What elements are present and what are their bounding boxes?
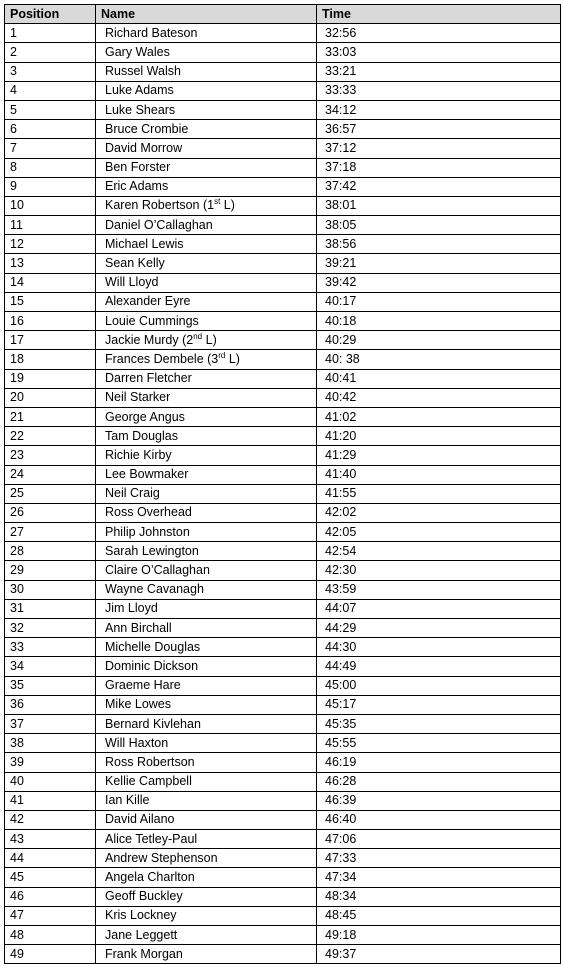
position-cell: 43 bbox=[5, 830, 96, 849]
name-cell bbox=[96, 906, 317, 925]
table-row bbox=[5, 561, 561, 580]
ladies-place-suffix: L) bbox=[202, 332, 217, 347]
name-cell bbox=[96, 791, 317, 810]
time-cell: 33:21 bbox=[317, 62, 561, 81]
runner-name: Claire O’Callaghan bbox=[105, 563, 210, 578]
runner-name: Dominic Dickson bbox=[105, 658, 199, 673]
runner-name: Andrew Stephenson bbox=[105, 850, 218, 865]
name-cell bbox=[96, 407, 317, 426]
table-body bbox=[5, 24, 561, 964]
position-cell: 35 bbox=[5, 676, 96, 695]
position-cell: 44 bbox=[5, 849, 96, 868]
name-cell bbox=[96, 676, 317, 695]
time-cell: 43:59 bbox=[317, 580, 561, 599]
time-cell: 46:39 bbox=[317, 791, 561, 810]
column-header-position: Position bbox=[5, 5, 96, 24]
runner-name: Graeme Hare bbox=[105, 678, 181, 693]
table-row bbox=[5, 465, 561, 484]
time-cell: 38:05 bbox=[317, 216, 561, 235]
table-row bbox=[5, 216, 561, 235]
results-table bbox=[4, 4, 561, 964]
time-cell: 48:45 bbox=[317, 906, 561, 925]
name-cell bbox=[96, 254, 317, 273]
header-row bbox=[5, 5, 561, 24]
table-row bbox=[5, 388, 561, 407]
name-cell bbox=[96, 139, 317, 158]
table-row bbox=[5, 714, 561, 733]
ladies-place-suffix: L) bbox=[225, 351, 240, 366]
position-cell: 40 bbox=[5, 772, 96, 791]
position-cell: 8 bbox=[5, 158, 96, 177]
name-cell bbox=[96, 24, 317, 43]
position-cell: 24 bbox=[5, 465, 96, 484]
time-cell: 44:30 bbox=[317, 638, 561, 657]
name-cell bbox=[96, 695, 317, 714]
position-cell: 39 bbox=[5, 753, 96, 772]
table-row bbox=[5, 849, 561, 868]
name-cell bbox=[96, 542, 317, 561]
name-cell bbox=[96, 503, 317, 522]
table-row bbox=[5, 446, 561, 465]
runner-name: Richard Bateson bbox=[105, 25, 198, 40]
table-row bbox=[5, 407, 561, 426]
position-cell: 42 bbox=[5, 810, 96, 829]
name-cell bbox=[96, 292, 317, 311]
name-cell bbox=[96, 599, 317, 618]
runner-name: Frances Dembele (3 bbox=[105, 351, 219, 366]
name-cell bbox=[96, 235, 317, 254]
position-cell: 16 bbox=[5, 312, 96, 331]
time-cell: 40:17 bbox=[317, 292, 561, 311]
name-cell bbox=[96, 312, 317, 331]
runner-name: Geoff Buckley bbox=[105, 889, 183, 904]
table-row bbox=[5, 906, 561, 925]
name-cell bbox=[96, 120, 317, 139]
table-row bbox=[5, 369, 561, 388]
table-row bbox=[5, 868, 561, 887]
ordinal-suffix: st bbox=[214, 197, 221, 207]
name-cell bbox=[96, 158, 317, 177]
position-cell: 46 bbox=[5, 887, 96, 906]
time-cell: 44:29 bbox=[317, 619, 561, 638]
position-cell: 30 bbox=[5, 580, 96, 599]
runner-name: Ben Forster bbox=[105, 160, 171, 175]
position-cell: 36 bbox=[5, 695, 96, 714]
runner-name: Michelle Douglas bbox=[105, 639, 201, 654]
table-row bbox=[5, 100, 561, 119]
name-cell bbox=[96, 734, 317, 753]
position-cell: 34 bbox=[5, 657, 96, 676]
position-cell: 32 bbox=[5, 619, 96, 638]
time-cell: 42:05 bbox=[317, 523, 561, 542]
ladies-place-suffix: L) bbox=[220, 198, 235, 213]
time-cell: 41:29 bbox=[317, 446, 561, 465]
name-cell bbox=[96, 216, 317, 235]
runner-name: Eric Adams bbox=[105, 179, 169, 194]
table-row bbox=[5, 657, 561, 676]
name-cell bbox=[96, 523, 317, 542]
table-row bbox=[5, 887, 561, 906]
time-cell: 45:35 bbox=[317, 714, 561, 733]
runner-name: Luke Shears bbox=[105, 102, 176, 117]
time-cell: 41:40 bbox=[317, 465, 561, 484]
name-cell bbox=[96, 561, 317, 580]
table-row bbox=[5, 772, 561, 791]
table-row bbox=[5, 580, 561, 599]
time-cell: 38:01 bbox=[317, 196, 561, 215]
table-row bbox=[5, 120, 561, 139]
position-cell: 9 bbox=[5, 177, 96, 196]
time-cell: 40: 38 bbox=[317, 350, 561, 369]
runner-name: Louie Cummings bbox=[105, 313, 199, 328]
time-cell: 40:18 bbox=[317, 312, 561, 331]
name-cell bbox=[96, 714, 317, 733]
position-cell: 20 bbox=[5, 388, 96, 407]
runner-name: Luke Adams bbox=[105, 83, 174, 98]
ordinal-suffix: nd bbox=[193, 331, 203, 341]
position-cell: 1 bbox=[5, 24, 96, 43]
position-cell: 41 bbox=[5, 791, 96, 810]
runner-name: David Ailano bbox=[105, 812, 175, 827]
name-cell bbox=[96, 945, 317, 964]
position-cell: 48 bbox=[5, 926, 96, 945]
position-cell: 26 bbox=[5, 503, 96, 522]
runner-name: Kris Lockney bbox=[105, 908, 177, 923]
time-cell: 46:40 bbox=[317, 810, 561, 829]
column-header-name: Name bbox=[96, 5, 317, 24]
time-cell: 46:19 bbox=[317, 753, 561, 772]
position-cell: 47 bbox=[5, 906, 96, 925]
name-cell bbox=[96, 772, 317, 791]
position-cell: 3 bbox=[5, 62, 96, 81]
runner-name: Sarah Lewington bbox=[105, 543, 199, 558]
column-header-time: Time bbox=[317, 5, 561, 24]
time-cell: 41:55 bbox=[317, 484, 561, 503]
table-row bbox=[5, 638, 561, 657]
position-cell: 28 bbox=[5, 542, 96, 561]
time-cell: 37:18 bbox=[317, 158, 561, 177]
runner-name: Will Haxton bbox=[105, 735, 169, 750]
position-cell: 22 bbox=[5, 427, 96, 446]
runner-name: Will Lloyd bbox=[105, 275, 159, 290]
name-cell bbox=[96, 926, 317, 945]
name-cell bbox=[96, 580, 317, 599]
position-cell: 37 bbox=[5, 714, 96, 733]
name-cell bbox=[96, 81, 317, 100]
table-row bbox=[5, 926, 561, 945]
table-row bbox=[5, 177, 561, 196]
runner-name: Alexander Eyre bbox=[105, 294, 191, 309]
time-cell: 45:00 bbox=[317, 676, 561, 695]
time-cell: 40:29 bbox=[317, 331, 561, 350]
name-cell bbox=[96, 369, 317, 388]
table-row bbox=[5, 331, 561, 350]
table-row bbox=[5, 945, 561, 964]
ordinal-suffix: rd bbox=[218, 350, 226, 360]
runner-name: Neil Craig bbox=[105, 486, 160, 501]
position-cell: 21 bbox=[5, 407, 96, 426]
time-cell: 45:17 bbox=[317, 695, 561, 714]
runner-name: Tam Douglas bbox=[105, 428, 178, 443]
table-header bbox=[5, 5, 561, 24]
position-cell: 2 bbox=[5, 43, 96, 62]
position-cell: 14 bbox=[5, 273, 96, 292]
runner-name: Bruce Crombie bbox=[105, 121, 189, 136]
runner-name: Alice Tetley-Paul bbox=[105, 831, 198, 846]
runner-name: George Angus bbox=[105, 409, 185, 424]
time-cell: 41:20 bbox=[317, 427, 561, 446]
name-cell bbox=[96, 331, 317, 350]
runner-name: Wayne Cavanagh bbox=[105, 582, 204, 597]
position-cell: 4 bbox=[5, 81, 96, 100]
position-cell: 5 bbox=[5, 100, 96, 119]
table-row bbox=[5, 753, 561, 772]
table-row bbox=[5, 830, 561, 849]
time-cell: 47:34 bbox=[317, 868, 561, 887]
name-cell bbox=[96, 849, 317, 868]
table-row bbox=[5, 292, 561, 311]
time-cell: 42:30 bbox=[317, 561, 561, 580]
position-cell: 23 bbox=[5, 446, 96, 465]
table-row bbox=[5, 43, 561, 62]
table-row bbox=[5, 139, 561, 158]
table-row bbox=[5, 235, 561, 254]
runner-name: Michael Lewis bbox=[105, 236, 184, 251]
runner-name: Karen Robertson (1 bbox=[105, 198, 215, 213]
time-cell: 40:42 bbox=[317, 388, 561, 407]
time-cell: 49:18 bbox=[317, 926, 561, 945]
runner-name: Russel Walsh bbox=[105, 64, 181, 79]
name-cell bbox=[96, 887, 317, 906]
position-cell: 49 bbox=[5, 945, 96, 964]
table-row bbox=[5, 810, 561, 829]
table-row bbox=[5, 676, 561, 695]
runner-name: Bernard Kivlehan bbox=[105, 716, 201, 731]
time-cell: 49:37 bbox=[317, 945, 561, 964]
position-cell: 18 bbox=[5, 350, 96, 369]
position-cell: 6 bbox=[5, 120, 96, 139]
runner-name: Neil Starker bbox=[105, 390, 171, 405]
table-row bbox=[5, 734, 561, 753]
time-cell: 48:34 bbox=[317, 887, 561, 906]
name-cell bbox=[96, 753, 317, 772]
table-row bbox=[5, 273, 561, 292]
runner-name: Jane Leggett bbox=[105, 927, 178, 942]
table-row bbox=[5, 81, 561, 100]
runner-name: Kellie Campbell bbox=[105, 774, 192, 789]
table-row bbox=[5, 158, 561, 177]
runner-name: Sean Kelly bbox=[105, 256, 165, 271]
position-cell: 33 bbox=[5, 638, 96, 657]
runner-name: Ross Overhead bbox=[105, 505, 192, 520]
table-row bbox=[5, 312, 561, 331]
name-cell bbox=[96, 43, 317, 62]
name-cell bbox=[96, 388, 317, 407]
runner-name: Ross Robertson bbox=[105, 754, 195, 769]
position-cell: 38 bbox=[5, 734, 96, 753]
position-cell: 45 bbox=[5, 868, 96, 887]
runner-name: Ann Birchall bbox=[105, 620, 172, 635]
position-cell: 10 bbox=[5, 196, 96, 215]
time-cell: 47:33 bbox=[317, 849, 561, 868]
time-cell: 45:55 bbox=[317, 734, 561, 753]
runner-name: Angela Charlton bbox=[105, 870, 195, 885]
time-cell: 39:21 bbox=[317, 254, 561, 273]
time-cell: 42:54 bbox=[317, 542, 561, 561]
table-row bbox=[5, 62, 561, 81]
runner-name: Frank Morgan bbox=[105, 946, 183, 961]
time-cell: 34:12 bbox=[317, 100, 561, 119]
name-cell bbox=[96, 100, 317, 119]
time-cell: 33:03 bbox=[317, 43, 561, 62]
name-cell bbox=[96, 196, 317, 215]
position-cell: 17 bbox=[5, 331, 96, 350]
runner-name: Philip Johnston bbox=[105, 524, 190, 539]
name-cell bbox=[96, 830, 317, 849]
time-cell: 46:28 bbox=[317, 772, 561, 791]
table-row bbox=[5, 791, 561, 810]
time-cell: 38:56 bbox=[317, 235, 561, 254]
name-cell bbox=[96, 273, 317, 292]
table-row bbox=[5, 24, 561, 43]
runner-name: Ian Kille bbox=[105, 793, 150, 808]
time-cell: 47:06 bbox=[317, 830, 561, 849]
position-cell: 31 bbox=[5, 599, 96, 618]
table-row bbox=[5, 484, 561, 503]
time-cell: 37:12 bbox=[317, 139, 561, 158]
table-row bbox=[5, 619, 561, 638]
time-cell: 36:57 bbox=[317, 120, 561, 139]
runner-name: Daniel O’Callaghan bbox=[105, 217, 213, 232]
time-cell: 40:41 bbox=[317, 369, 561, 388]
runner-name: Jim Lloyd bbox=[105, 601, 158, 616]
name-cell bbox=[96, 62, 317, 81]
position-cell: 27 bbox=[5, 523, 96, 542]
table-row bbox=[5, 523, 561, 542]
time-cell: 44:49 bbox=[317, 657, 561, 676]
runner-name: Lee Bowmaker bbox=[105, 467, 189, 482]
position-cell: 12 bbox=[5, 235, 96, 254]
table-row bbox=[5, 350, 561, 369]
time-cell: 39:42 bbox=[317, 273, 561, 292]
position-cell: 29 bbox=[5, 561, 96, 580]
name-cell bbox=[96, 350, 317, 369]
time-cell: 44:07 bbox=[317, 599, 561, 618]
runner-name: Jackie Murdy (2 bbox=[105, 332, 194, 347]
name-cell bbox=[96, 446, 317, 465]
name-cell bbox=[96, 868, 317, 887]
runner-name: Mike Lowes bbox=[105, 697, 171, 712]
position-cell: 19 bbox=[5, 369, 96, 388]
time-cell: 42:02 bbox=[317, 503, 561, 522]
runner-name: Darren Fletcher bbox=[105, 371, 192, 386]
name-cell bbox=[96, 484, 317, 503]
name-cell bbox=[96, 177, 317, 196]
time-cell: 33:33 bbox=[317, 81, 561, 100]
table-row bbox=[5, 254, 561, 273]
runner-name: David Morrow bbox=[105, 140, 183, 155]
name-cell bbox=[96, 427, 317, 446]
time-cell: 41:02 bbox=[317, 407, 561, 426]
table-row bbox=[5, 695, 561, 714]
runner-name: Richie Kirby bbox=[105, 447, 172, 462]
position-cell: 13 bbox=[5, 254, 96, 273]
table-row bbox=[5, 427, 561, 446]
table-row bbox=[5, 542, 561, 561]
time-cell: 32:56 bbox=[317, 24, 561, 43]
name-cell bbox=[96, 465, 317, 484]
name-cell bbox=[96, 638, 317, 657]
name-cell bbox=[96, 657, 317, 676]
name-cell bbox=[96, 810, 317, 829]
table-row bbox=[5, 196, 561, 215]
position-cell: 15 bbox=[5, 292, 96, 311]
position-cell: 25 bbox=[5, 484, 96, 503]
name-cell bbox=[96, 619, 317, 638]
position-cell: 11 bbox=[5, 216, 96, 235]
time-cell: 37:42 bbox=[317, 177, 561, 196]
runner-name: Gary Wales bbox=[105, 44, 170, 59]
table-row bbox=[5, 599, 561, 618]
table-row bbox=[5, 503, 561, 522]
position-cell: 7 bbox=[5, 139, 96, 158]
